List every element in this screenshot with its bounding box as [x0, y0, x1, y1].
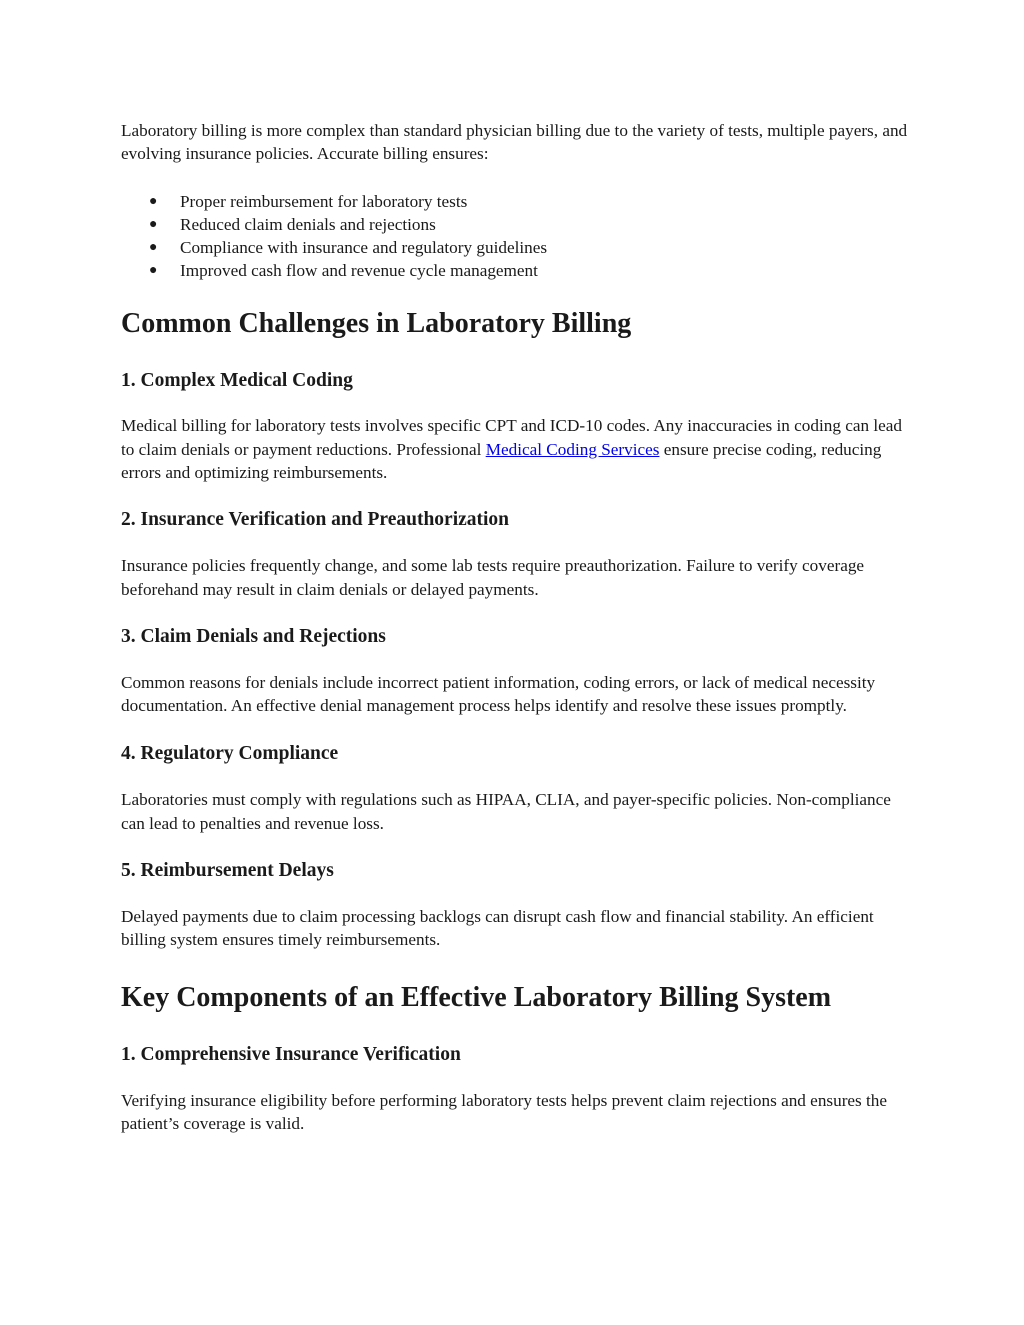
paragraph-regulatory-compliance: Laboratories must comply with regulations such as HIPAA, CLIA, and payer-specific policies. Non-compliance can lead to penalties and revenue loss.: [121, 790, 891, 833]
list-item: [149, 236, 911, 259]
paragraph-complex-coding: [121, 414, 911, 484]
paragraph-reimbursement-delays: Delayed payments due to claim processing backlogs can disrupt cash flow and financial stability. An efficient billing system ensures timely reimbursements.: [121, 907, 874, 950]
paragraph-insurance-verification-comprehensive: Verifying insurance eligibility before performing laboratory tests helps prevent claim rejections and ensures the patient’s coverage is valid.: [121, 1090, 888, 1133]
list-item-text: Proper reimbursement for laboratory tests: [180, 191, 468, 211]
subheading-regulatory-compliance: 4. Regulatory Compliance: [121, 743, 339, 765]
intro-bullet-list: [121, 190, 911, 283]
list-item-text: Compliance with insurance and regulatory guidelines: [180, 238, 548, 257]
document-page: [121, 119, 911, 1135]
list-item: [149, 213, 911, 236]
intro-paragraph: Laboratory billing is more complex than standard physician billing due to the variety of tests, multiple payers, and evolving insurance policies. Accurate billing ensures:: [121, 121, 908, 164]
paragraph-claim-denials: Common reasons for denials include incorrect patient information, coding errors, or lack of medical necessity documentation. An effective denial management process helps identify and resolve these issues promptly.: [121, 672, 876, 716]
subheading-complex-coding: 1. Complex Medical Coding: [121, 370, 353, 392]
bullet-icon: ●: [149, 240, 158, 255]
subheading-reimbursement-delays: 5. Reimbursement Delays: [121, 860, 334, 882]
list-item-text: Reduced claim denials and rejections: [180, 214, 436, 234]
paragraph-text: ensure precise coding, reducing errors and optimizing reimbursements.: [121, 439, 882, 482]
list-item: [149, 190, 911, 213]
medical-coding-services-link[interactable]: Medical Coding Services: [485, 439, 660, 459]
subheading-insurance-verification: 2. Insurance Verification and Preauthorization: [121, 509, 510, 531]
bullet-icon: ●: [149, 216, 158, 232]
bullet-icon: ●: [149, 193, 158, 209]
list-item-text: Improved cash flow and revenue cycle management: [180, 261, 538, 281]
paragraph-text: Medical billing for laboratory tests involves specific CPT and ICD-10 codes. Any inaccuracies in coding can lead to claim denials or payment reductions. Professional: [121, 416, 903, 459]
bullet-icon: ●: [149, 263, 158, 279]
section-heading-challenges: Common Challenges in Laboratory Billing: [121, 308, 632, 340]
list-item: [149, 259, 911, 282]
section-heading-key-components: Key Components of an Effective Laboratory Billing System: [121, 981, 832, 1013]
subheading-insurance-verification-comprehensive: 1. Comprehensive Insurance Verification: [121, 1043, 461, 1065]
subheading-claim-denials: 3. Claim Denials and Rejections: [121, 625, 386, 647]
paragraph-insurance-verification: Insurance policies frequently change, and some lab tests require preauthorization. Failure to verify coverage beforehand may result in claim denials or delayed payments.: [121, 556, 865, 599]
